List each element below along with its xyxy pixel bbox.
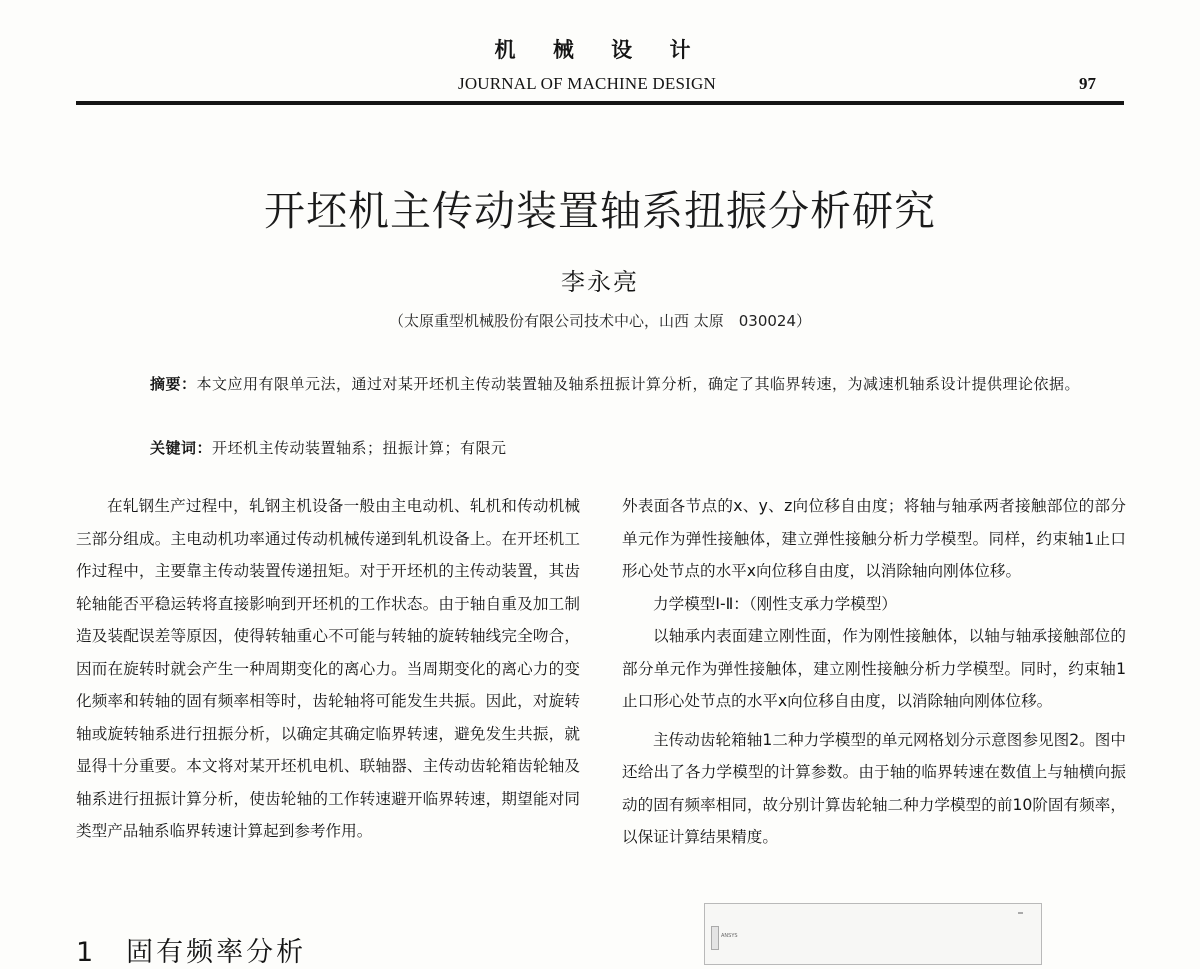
intro-paragraph: 在轧钢生产过程中，轧钢主机设备一般由主电动机、轧机和传动机械三部分组成。主电动机功率通过传动机械传递到轧机设备上。在开坯机工作过程中，主要靠主传动装置传递扭矩。对于开坯机的主传动装置，其齿轮轴能否平稳运转将直接影响到开坯机的工作状态。由于轴自重及加工制造及装配误差等原因，使得转轴重心不可能与转轴的旋转轴线完全吻合，因而在旋转时就会产生一种周期变化的离心力。当周期变化的离心力的变化频率和转轴的固有频率相等时，齿轮轴将可能发生共振。因此，对旋转轴或旋转轴系进行扭振分析，以确定其确定临界转速，避免发生共振，就显得十分重要。本文将对某开坯机电机、联轴器、主传动齿轮箱齿轮轴及轴系进行扭振计算分析，使齿轮轴的工作转速避开临界转速，期望能对同类型产品轴系临界转速计算起到参考作用。 — [76, 497, 580, 840]
figure-2-preview — [704, 903, 1042, 965]
article-author: 李永亮 — [561, 268, 639, 296]
section-heading: 1 固有频率分析 — [76, 937, 307, 968]
header-rule — [76, 101, 1124, 105]
body-right-column — [622, 490, 1126, 854]
figure-label: ANSYS — [721, 933, 738, 939]
body-left-column — [76, 490, 580, 848]
keywords-text: 开坯机主传动装置轴系；扭振计算；有限元 — [212, 439, 507, 457]
right-paragraph-2: 以轴承内表面建立刚性面，作为刚性接触体，以轴与轴承接触部位的部分单元作为弹性接触体，建立刚性接触分析力学模型。同时，约束轴1止口形心处节点的水平x向位移自由度，以消除轴向刚体位移。 — [622, 627, 1126, 710]
keywords — [150, 432, 507, 464]
page-number: 97 — [1079, 74, 1096, 93]
article-title: 开坯机主传动装置轴系扭振分析研究 — [264, 187, 936, 235]
figure-legend-bar — [711, 926, 719, 950]
journal-title-en: JOURNAL OF MACHINE DESIGN — [458, 74, 716, 93]
abstract-label: 摘要： — [150, 375, 197, 393]
journal-title-cn: 机 械 设 计 — [494, 38, 706, 62]
right-paragraph-3: 主传动齿轮箱轴1二种力学模型的单元网格划分示意图参见图2。图中还给出了各力学模型的计算参数。由于轴的临界转速在数值上与轴横向振动的固有频率相同，故分别计算齿轮轴二种力学模型的前10阶固有频率，以保证计算结果精度。 — [622, 730, 1126, 846]
keywords-label: 关键词： — [150, 439, 213, 457]
figure-marker — [1018, 912, 1023, 914]
abstract-text: 本文应用有限单元法，通过对某开坯机主传动装置轴及轴系扭振计算分析，确定了其临界转速，为减速机轴系设计提供理论依据。 — [196, 375, 1081, 393]
abstract — [116, 368, 1106, 400]
author-affiliation: （太原重型机械股份有限公司技术中心，山西 太原 030024） — [388, 312, 812, 330]
right-paragraph-1: 外表面各节点的x、y、z向位移自由度；将轴与轴承两者接触部位的部分单元作为弹性接触体，建立弹性接触分析力学模型。同样，约束轴1止口形心处节点的水平x向位移自由度，以消除轴向刚体位移。 — [622, 497, 1126, 580]
model-heading: 力学模型Ⅰ-Ⅱ：（刚性支承力学模型） — [653, 594, 898, 613]
